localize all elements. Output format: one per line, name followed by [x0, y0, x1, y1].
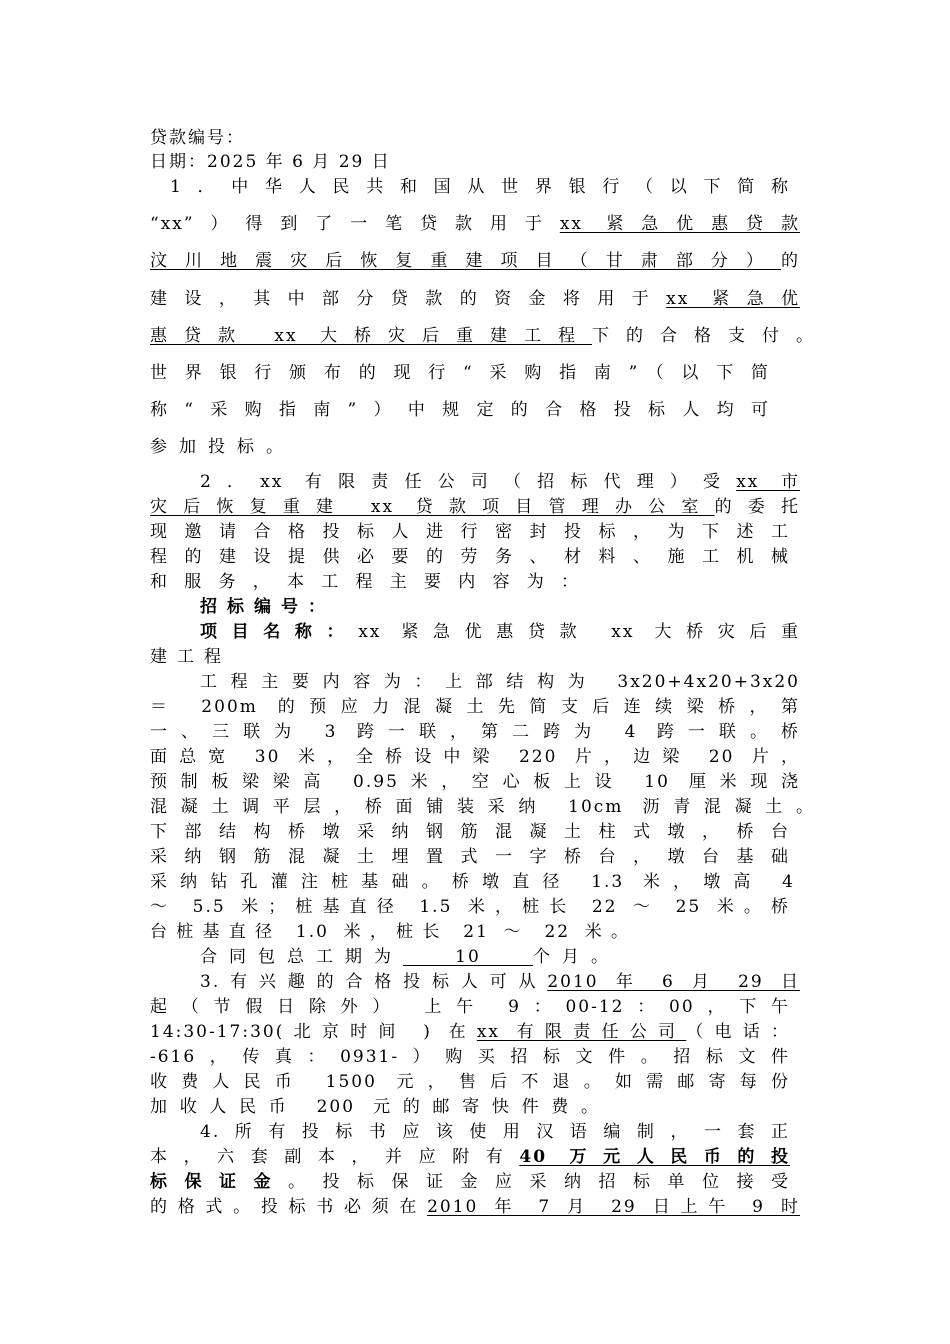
- scope-line9: 采纳钻孔灌注桩基础。桥墩直径 1.3 米，墩高 4: [150, 872, 795, 892]
- para4-line4: 的格式。投标书必须在2010 年 7 月 29 日上午 9 时: [150, 1197, 800, 1217]
- para3-line5: 收费人民币 1500 元，售后不退。如需邮寄每份: [150, 1072, 790, 1092]
- project-name-underlined: 汶川地震灾后恢复重建项目（甘肃部分）: [150, 251, 781, 271]
- para2-line3: 现邀请合格投标人进行密封投标，为下述工: [150, 522, 790, 542]
- bid-bond-label: 标保证金: [150, 1172, 288, 1192]
- para3-line3: 14:30-17:30(北京时间 ) 在xx 有限责任公司（电话：: [150, 1022, 790, 1042]
- scope-line7: 下部结构桥墩采纳钢筋混凝土柱式墩，桥台: [150, 822, 790, 842]
- office-name-underlined: 灾后恢复重建 xx 贷款项目管理办公室: [150, 497, 715, 517]
- scope-line1: 工程主要内容为：上部结构为 3x20+4x20+3x20: [200, 672, 800, 692]
- para3-line2: 起（节假日除外） 上午 9：00-12：00，下午: [150, 997, 790, 1017]
- para4-line1: 4.所有投标书应该使用汉语编制，一套正: [200, 1122, 790, 1142]
- para4-line3: 标保证金。投标保证金应采纳招标单位接受: [150, 1172, 790, 1192]
- duration-value: 10: [402, 947, 534, 967]
- agency-name-underlined: xx 有限责任公司: [476, 1022, 687, 1042]
- para2-line4: 程的建设提供必要的劳务、材料、施工机械: [150, 547, 790, 567]
- date-value: 2025 年 6 月 29 日: [207, 152, 391, 172]
- para2-line2: 灾后恢复重建 xx 贷款项目管理办公室的委托: [150, 497, 801, 517]
- project-name-line2: 建工程: [150, 647, 231, 667]
- project-name-line1: [200, 620, 800, 644]
- bid-number-line: 招标编号：: [200, 597, 335, 617]
- scope-line8: 采纳钢筋混凝土埋置式一字桥台，墩台基础: [150, 847, 790, 867]
- scope-line6: 混凝土调平层，桥面铺装采纳 10cm 沥青混凝土。: [150, 797, 815, 817]
- bid-bond-amount: 40 万元人民币的投: [519, 1147, 791, 1167]
- para1-line3: 汶川地震灾后恢复重建项目（甘肃部分）的: [150, 251, 800, 271]
- bid-deadline: 2010 年 7 月 29 日上午 9 时: [427, 1197, 800, 1217]
- para1-line6: 世界银行颁布的现行“采购指南”（以下简: [150, 363, 770, 383]
- scope-line3: 一、三联为 3 跨一联，第二跨为 4 跨一联。桥: [150, 722, 800, 742]
- para1-line2: “xx”）得到了一笔贷款用于xx 紧急优惠贷款: [150, 214, 800, 234]
- para3-line4: -616，传真：0931-）购买招标文件。招标文件: [150, 1047, 790, 1067]
- para1-line4: 建设，其中部分贷款的资金将用于xx 紧急优: [150, 289, 800, 309]
- loan-number-line: [150, 126, 800, 150]
- para4-line2: 本，六套副本，并应附有40 万元人民币的投: [150, 1147, 791, 1167]
- para1-line7: 称“采购指南”）中规定的合格投标人均可: [150, 400, 770, 420]
- scope-line10: ～ 5.5 米；桩基直径 1.5 米，桩长 22 ～ 25 米。桥: [150, 897, 790, 917]
- project-name-label: 项目名称：: [200, 622, 359, 642]
- para1-line8: 参加投标。: [150, 437, 295, 457]
- para3-line6: 加收人民币 200 元的邮寄快件费。: [150, 1097, 600, 1117]
- para2-line5: 和服务，本工程主要内容为：: [150, 572, 580, 592]
- scope-line5: 预制板梁梁高 0.95米，空心板上设 10 厘米现浇: [150, 772, 800, 792]
- duration-line: 合同包总工期为 10 个月。: [200, 947, 611, 967]
- sale-start-date: 2010 年 6 月 29 日: [547, 972, 800, 992]
- loan-name-underlined: xx 紧急优惠贷款: [559, 214, 800, 234]
- para1-line5: 惠贷款 xx 大桥灾后重建工程下的合格支付。: [150, 326, 816, 346]
- date-label: 日期：: [150, 152, 207, 172]
- scope-line2: ＝ 200m 的预应力混凝土先简支后连续梁桥，第: [150, 697, 800, 717]
- para3-line1: 3.有兴趣的合格投标人可从2010 年 6 月 29 日: [200, 972, 800, 992]
- project-name-value: xx 紧急优惠贷款 xx 大桥灾后重: [358, 622, 801, 642]
- scope-line4: 面总宽 30 米，全桥设中梁 220 片，边梁 20 片，: [150, 747, 800, 767]
- para1-line1: 1．中华人民共和国从世界银行（以下简称: [170, 177, 790, 197]
- date-line: [150, 150, 800, 174]
- para2-line1: 2．xx 有限责任公司（招标代理）受xx 市: [200, 472, 800, 492]
- scope-line11: 台桩基直径 1.0 米，桩长 21 ～ 22 米。: [150, 922, 630, 942]
- loan-number-label: 贷款编号：: [150, 128, 245, 148]
